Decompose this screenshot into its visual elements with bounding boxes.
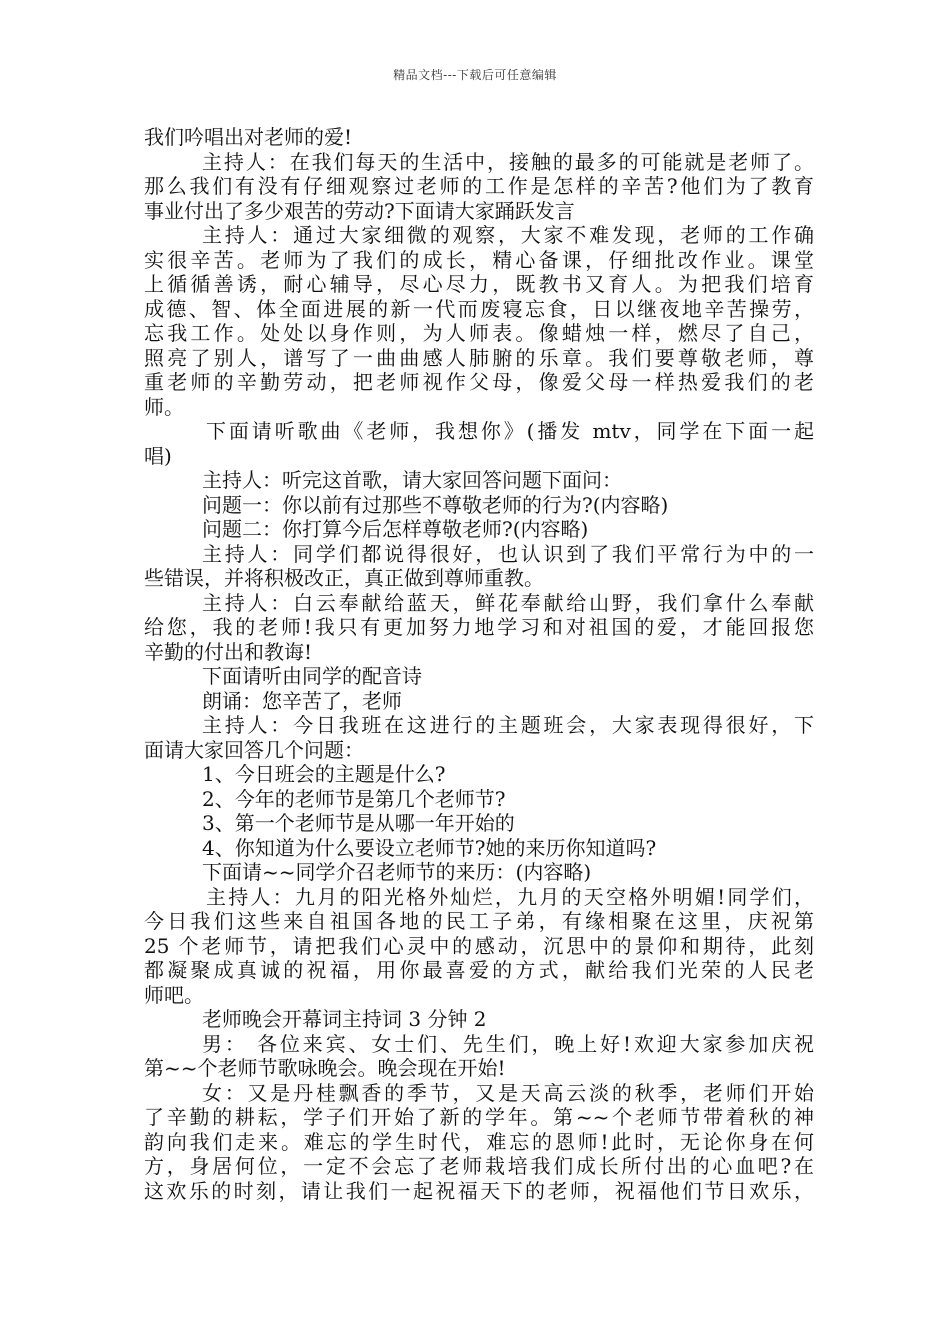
text-line: 师。 <box>144 394 184 419</box>
text-line: 主持人：今日我班在这进行的主题班会，大家表现得很好，下 <box>202 713 814 737</box>
text-line: 下面请听歌曲《老师，我想你》(播发 mtv，同学在下面一起 <box>206 419 814 443</box>
text-line: 唱) <box>144 443 172 468</box>
text-line: 问题一：你以前有过那些不尊敬老师的行为?(内容略) <box>202 492 669 517</box>
text-line: 3、第一个老师节是从哪一年开始的 <box>202 811 515 835</box>
text-line: 主持人：九月的阳光格外灿烂，九月的天空格外明媚!同学们， <box>206 884 814 909</box>
text-line: 给您，我的老师!我只有更加努力地学习和对祖国的爱，才能回报您 <box>144 615 814 639</box>
text-line: 1、今日班会的主题是什么? <box>202 762 446 786</box>
text-line: 第~~个老师节歌咏晚会。晚会现在开始! <box>144 1056 506 1080</box>
text-line: 事业付出了多少艰苦的劳动?下面请大家踊跃发言 <box>144 198 575 223</box>
text-line: 主持人：白云奉献给蓝天，鲜花奉献给山野，我们拿什么奉献 <box>202 590 814 615</box>
text-line: 今日我们这些来自祖国各地的民工子弟，有缘相聚在这里，庆祝第 <box>144 909 814 933</box>
text-line: 主持人：同学们都说得很好，也认识到了我们平常行为中的一 <box>202 541 814 566</box>
text-line: 照亮了别人，谱写了一曲曲感人肺腑的乐章。我们要尊敬老师，尊 <box>144 345 814 370</box>
text-line: 4、你知道为什么要设立老师节?她的来历你知道吗? <box>202 835 657 860</box>
text-line: 些错误，并将积极改正，真正做到尊师重教。 <box>144 566 544 590</box>
text-line: 方，身居何位，一定不会忘了老师栽培我们成长所付出的心血吧?在 <box>144 1154 814 1178</box>
text-line: 成德、智、体全面进展的新一代而废寝忘食，日以继夜地辛苦操劳， <box>144 296 814 321</box>
text-line: 男： 各位来宾、女士们、先生们，晚上好!欢迎大家参加庆祝 <box>202 1031 814 1056</box>
page-header: 精品文档---下载后可任意编辑 <box>393 68 557 82</box>
text-line: 师吧。 <box>144 982 204 1007</box>
text-line: 那么我们有没有仔细观察过老师的工作是怎样的辛苦?他们为了教育 <box>144 174 814 198</box>
text-line: 主持人：通过大家细微的观察，大家不难发现，老师的工作确 <box>202 223 814 247</box>
text-line: 主持人：在我们每天的生活中，接触的最多的可能就是老师了。 <box>202 149 814 174</box>
text-line: 我们吟唱出对老师的爱! <box>144 125 353 149</box>
text-line: 下面请~~同学介召老师节的来历：(内容略) <box>202 860 592 884</box>
text-line: 重老师的辛勤劳动，把老师视作父母，像爱父母一样热爱我们的老 <box>144 370 814 394</box>
text-line: 了辛勤的耕耘，学子们开始了新的学年。第~~个老师节带着秋的神 <box>144 1105 814 1129</box>
text-line: 25 个老师节，请把我们心灵中的感动，沉思中的景仰和期待，此刻 <box>144 933 814 958</box>
text-line: 忘我工作。处处以身作则，为人师表。像蜡烛一样，燃尽了自己， <box>144 321 814 345</box>
text-line: 老师晚会开幕词主持词 3 分钟 2 <box>202 1007 487 1031</box>
text-line: 下面请听由同学的配音诗 <box>202 664 422 688</box>
text-line: 女：又是丹桂飘香的季节，又是天高云淡的秋季，老师们开始 <box>202 1080 814 1105</box>
text-line: 问题二：你打算今后怎样尊敬老师?(内容略) <box>202 517 589 541</box>
text-line: 上循循善诱，耐心辅导，尽心尽力，既教书又育人。为把我们培育 <box>144 272 814 296</box>
text-line: 朗诵：您辛苦了，老师 <box>202 688 402 713</box>
document-body <box>144 125 814 1203</box>
text-line: 都凝聚成真诚的祝福，用你最喜爱的方式，献给我们光荣的人民老 <box>144 958 814 982</box>
text-line: 2、今年的老师节是第几个老师节? <box>202 786 506 811</box>
text-line: 面请大家回答几个问题： <box>144 737 364 762</box>
text-line: 这欢乐的时刻，请让我们一起祝福天下的老师，祝福他们节日欢乐， <box>144 1178 814 1203</box>
text-line: 实很辛苦。老师为了我们的成长，精心备课，仔细批改作业。课堂 <box>144 247 814 272</box>
text-line: 韵向我们走来。难忘的学生时代，难忘的恩师!此时，无论你身在何 <box>144 1129 814 1154</box>
text-line: 主持人：听完这首歌，请大家回答问题下面问： <box>202 468 622 492</box>
text-line: 辛勤的付出和教诲! <box>144 639 313 664</box>
